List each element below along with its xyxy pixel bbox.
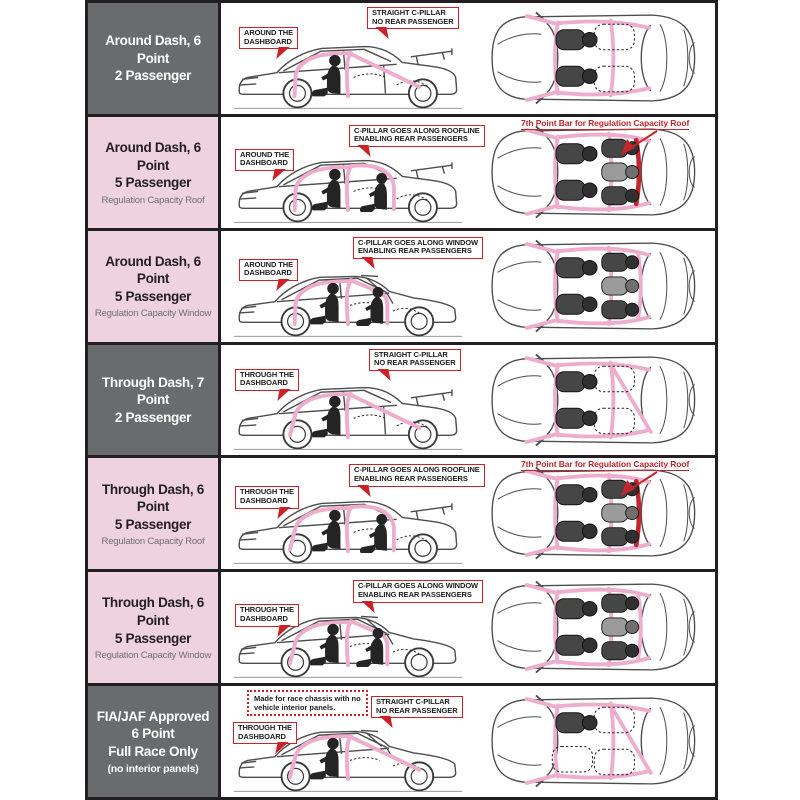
callout-dashboard [235, 369, 299, 391]
car-top-view-diagram [472, 689, 712, 793]
row-title: Around Dash, 6 Point [105, 33, 201, 66]
callout-c-pillar [367, 7, 459, 29]
row-title: Through Dash, 7 Point [101, 374, 204, 408]
row-illustrations [221, 572, 715, 683]
row-illustrations [221, 458, 715, 569]
callout-dashboard [235, 149, 294, 171]
row-label [88, 572, 221, 683]
callout-c-pillar [353, 580, 483, 602]
callout-text: C-PILLAR GOES ALONG ROOFLINE [354, 125, 480, 135]
row-label [88, 345, 221, 456]
table-row [88, 231, 715, 345]
callout-text: ENABLING REAR PASSENGERS [354, 134, 468, 144]
row-illustrations [221, 3, 715, 114]
row-illustrations [221, 345, 715, 456]
car-top-view-diagram [472, 348, 712, 452]
row-title: Through Dash, 6 Point [101, 595, 204, 628]
callout-text: ENABLING REAR PASSENGERS [358, 246, 472, 256]
row-title: Full Race Only [108, 743, 198, 759]
callout-text: ENABLING REAR PASSENGERS [358, 589, 472, 599]
row-label [88, 686, 221, 797]
row-title: 5 Passenger [114, 516, 192, 532]
callout-text: DASHBOARD [240, 158, 288, 168]
seventh-point-bar-label: 7th Point Bar for Regulation Capacity Roof [521, 117, 690, 128]
callout-c-pillar [353, 237, 483, 259]
callout-c-pillar [369, 349, 461, 371]
table-row [88, 458, 715, 572]
row-subtitle: Regulation Capacity Window [94, 650, 212, 662]
row-title: 5 Passenger [114, 288, 192, 304]
row-illustrations [221, 117, 715, 228]
car-top-view-diagram [472, 461, 712, 565]
row-label [88, 231, 221, 342]
row-subtitle: (no interior panels) [107, 763, 199, 776]
table-row [88, 345, 715, 459]
callout-dashboard [233, 722, 297, 744]
callout-text: STRAIGHT C-PILLAR [372, 8, 446, 17]
callout-text: THROUGH THE [240, 369, 294, 379]
row-subtitle: Regulation Capacity Window [94, 308, 212, 320]
callout-text: DASHBOARD [240, 496, 288, 506]
callout-text: THROUGH THE [238, 723, 292, 733]
callout-c-pillar [349, 464, 485, 486]
callout-text: THROUGH THE [240, 605, 294, 615]
table-row [88, 686, 715, 797]
callout-text: AROUND THE [240, 149, 289, 159]
callout-text: NO REAR PASSENGER [376, 705, 458, 715]
callout-text: DASHBOARD [240, 613, 288, 623]
callout-dashboard [235, 604, 299, 626]
row-label [88, 458, 221, 569]
table-row [88, 117, 715, 231]
callout-text: STRAIGHT C-PILLAR [376, 697, 450, 707]
callout-c-pillar [349, 125, 485, 147]
callout-dashboard [239, 259, 298, 281]
row-title: FIA/JAF Approved [96, 708, 210, 724]
callout-text: DASHBOARD [240, 378, 288, 388]
callout-text: C-PILLAR GOES ALONG ROOFLINE [354, 465, 480, 475]
callout-text: DASHBOARD [244, 268, 292, 278]
car-top-view-diagram [472, 575, 712, 679]
callout-dashboard [239, 27, 298, 49]
row-title: 5 Passenger [114, 175, 192, 191]
row-subtitle: Regulation Capacity Roof [101, 536, 205, 548]
car-top-view-diagram [472, 117, 712, 224]
row-title: Around Dash, 6 Point [105, 253, 201, 287]
callout-dashboard [235, 486, 299, 508]
row-title: 2 Passenger [114, 409, 192, 425]
callout-text: C-PILLAR GOES ALONG WINDOW [358, 581, 479, 591]
row-title: Around Dash, 6 Point [105, 139, 201, 173]
callout-c-pillar [371, 696, 463, 718]
car-top-view-diagram [472, 234, 712, 338]
callout-text: ENABLING REAR PASSENGERS [354, 474, 468, 484]
callout-text: AROUND THE [244, 28, 293, 37]
red-arrow-icon [617, 129, 663, 159]
callout-text: C-PILLAR GOES ALONG WINDOW [358, 237, 479, 247]
callout-text: NO REAR PASSENGER [374, 358, 456, 368]
callout-text: DASHBOARD [244, 36, 292, 46]
table-row [88, 572, 715, 686]
row-label [88, 3, 221, 114]
row-illustrations [221, 231, 715, 342]
row-title: Through Dash, 6 Point [101, 481, 204, 515]
row-title: 6 Point [131, 726, 175, 742]
row-illustrations [221, 686, 715, 797]
race-chassis-note [247, 690, 368, 716]
seventh-point-bar-label: 7th Point Bar for Regulation Capacity Roof [521, 459, 690, 470]
note-text: Made for race chassis with no [254, 694, 361, 704]
row-label [88, 117, 221, 228]
callout-text: NO REAR PASSENGER [372, 16, 454, 26]
row-title: 5 Passenger [114, 630, 192, 646]
callout-text: STRAIGHT C-PILLAR [374, 349, 448, 359]
red-arrow-icon [617, 470, 663, 500]
callout-text: AROUND THE [244, 259, 293, 269]
row-title: 2 Passenger [114, 68, 192, 84]
roll-cage-chart-table [85, 0, 718, 800]
row-subtitle: Regulation Capacity Roof [101, 194, 205, 206]
table-row [88, 3, 715, 117]
note-text: vehicle interior panels. [254, 703, 336, 713]
callout-text: THROUGH THE [240, 487, 294, 497]
callout-text: DASHBOARD [238, 731, 286, 741]
car-top-view-diagram [472, 6, 712, 110]
